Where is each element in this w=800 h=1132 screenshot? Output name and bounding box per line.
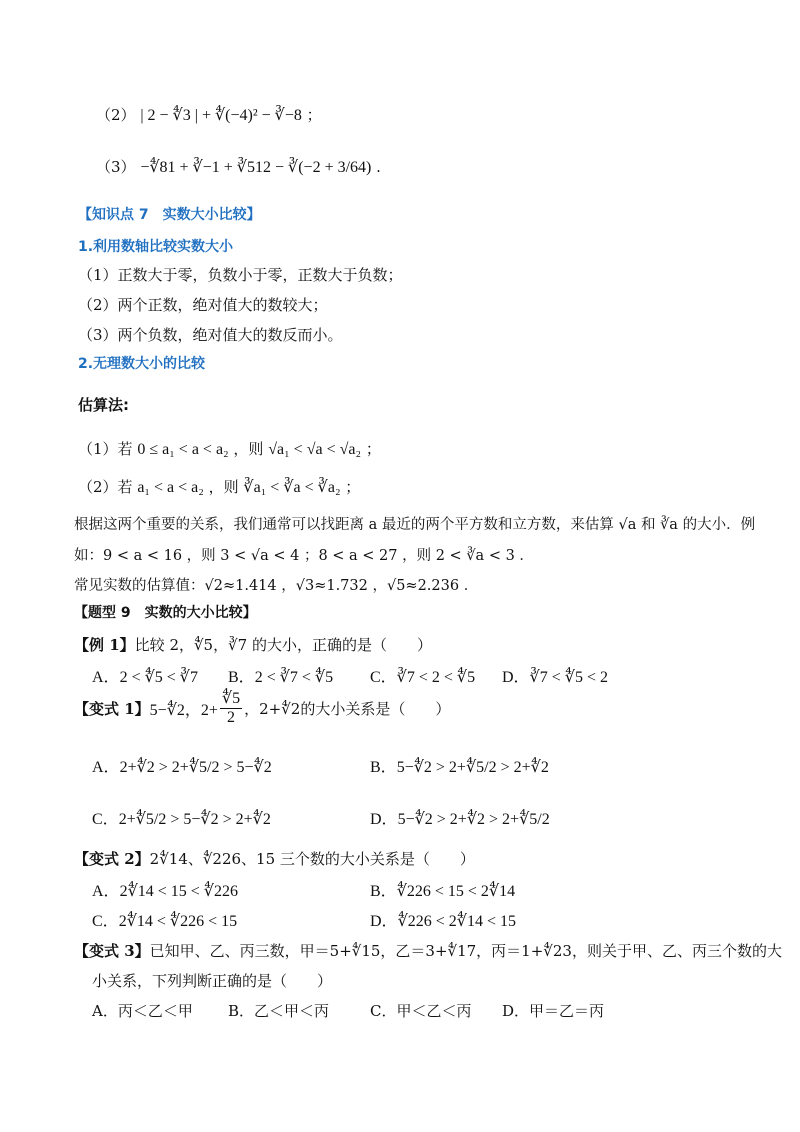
variant-1-frac-den: 2: [227, 709, 236, 726]
option-label: A．: [92, 1002, 118, 1020]
variant-1-fraction: [220, 690, 242, 727]
variant-3-question-line-2: 小关系，下列判断正确的是（ ）: [92, 972, 333, 990]
variant-2-option-c[interactable]: [92, 908, 237, 931]
example-1-option-d[interactable]: [502, 664, 608, 687]
variant-2-tag: 【变式 2】: [74, 850, 150, 868]
variant-1-tag: 【变式 1】: [74, 700, 150, 718]
estimate-2-then: ，则: [208, 478, 239, 496]
option-text: 丙＜乙＜甲: [117, 1002, 193, 1020]
option-label: B．: [228, 1002, 255, 1020]
option-label: C．: [370, 1002, 397, 1020]
variant-2-question: [74, 848, 475, 869]
option-text: 乙＜甲＜丙: [254, 1002, 330, 1020]
exercise-3-end: .: [376, 158, 381, 176]
variant-2-option-b[interactable]: [370, 878, 515, 901]
option-label: D．: [502, 1002, 530, 1020]
rule-1: （1）正数大于零，负数小于零，正数大于负数；: [78, 266, 403, 284]
option-label: C．: [92, 913, 119, 930]
variant-3-text-line-1: 已知甲、乙、丙三数，甲＝5+∜15，乙＝3+∜17，丙＝1+∜23，则关于甲、乙、丙三个数的大: [149, 942, 782, 960]
estimate-rule-2: [78, 476, 360, 497]
variant-1-question: [74, 690, 450, 727]
example-1-option-c[interactable]: [370, 664, 475, 687]
option-text: 2 < ∜5 < ∛7: [119, 669, 198, 686]
option-label: A．: [92, 759, 120, 776]
example-1-option-a[interactable]: [92, 664, 198, 687]
exercise-line-2: [96, 104, 322, 125]
exercise-3-expression: −∜81 + ∛−1 + ∛512 − ∛(−2 + 3/64): [140, 159, 372, 176]
estimate-2-condition: a₁ < a < a₂: [137, 479, 204, 496]
example-1-text: 比较 2，∜5，∛7 的大小，正确的是（ ）: [134, 636, 432, 654]
option-text: ∜226 < 15 < 2∜14: [396, 883, 516, 900]
estimate-2-result: ∛a₁ < ∛a < ∛a₂: [243, 479, 341, 496]
knowledge-subheading-2: 2.无理数大小的比较: [78, 356, 206, 372]
option-text: 2∜14 < ∜226 < 15: [118, 913, 238, 930]
example-1-tag: 【例 1】: [74, 636, 135, 654]
estimate-rule-1: [78, 438, 381, 459]
variant-3-option-d[interactable]: [502, 1000, 604, 1021]
topic-heading: 【题型 9 实数的大小比较】: [74, 605, 257, 621]
estimate-title: 估算法:: [78, 396, 129, 414]
exercise-2-label: （2）: [96, 106, 136, 124]
variant-1-option-a[interactable]: [92, 754, 272, 777]
estimate-1-then: ，则: [233, 440, 264, 458]
knowledge-heading: 【知识点 7 实数大小比较】: [78, 207, 261, 223]
knowledge-subheading-1: 1.利用数轴比较实数大小: [78, 239, 234, 255]
option-text: 2+∜2 > 2+∜5/2 > 5−∜2: [119, 759, 272, 776]
estimate-2-label: （2）若: [78, 478, 133, 496]
exercise-3-label: （3）: [96, 158, 136, 176]
rule-3: （3）两个负数，绝对值大的数反而小。: [78, 326, 343, 344]
option-label: D．: [370, 811, 398, 828]
option-text: ∛7 < 2 < ∜5: [396, 669, 476, 686]
estimate-1-result: √a₁ < √a < √a₂: [268, 441, 362, 458]
estimate-1-condition: 0 ≤ a₁ < a < a₂: [137, 441, 229, 458]
example-1-question: [74, 634, 432, 655]
estimate-1-label: （1）若: [78, 440, 133, 458]
paragraph-line-2: 如：9 < a < 16 ，则 3 < √a < 4 ；8 < a < 27 ，则 2 < ∛a < 3 ．: [74, 548, 534, 564]
option-text: ∜226 < 2∜14 < 15: [397, 913, 516, 930]
option-text: 甲＜乙＜丙: [396, 1002, 472, 1020]
variant-1-option-d[interactable]: [370, 806, 550, 829]
option-label: B．: [228, 669, 255, 686]
variant-2-text: 2∜14、∜226、15 三个数的大小关系是（ ）: [149, 850, 475, 868]
variant-1-frac-num: ∜5: [221, 690, 241, 707]
paragraph-line-1: 根据这两个重要的关系，我们通常可以找距离 a 最近的两个平方数和立方数，来估算 √a 和 ∛a 的大小．例: [74, 517, 756, 533]
variant-1-option-c[interactable]: [92, 806, 271, 829]
option-label: C．: [92, 811, 119, 828]
paragraph-line-3: 常见实数的估算值：√2≈1.414 ，√3≈1.732 ，√5≈2.236 ．: [74, 578, 479, 594]
rule-2: （2）两个正数，绝对值大的数较大；: [78, 296, 328, 314]
option-label: B．: [370, 883, 397, 900]
option-text: 2+∜5/2 > 5−∜2 > 2+∜2: [118, 811, 271, 828]
exercise-2-expression: | 2 − ∜3 | + ∜(−4)² − ∛−8: [140, 107, 302, 124]
variant-1-post: ，2+∜2的大小关系是（ ）: [244, 700, 451, 718]
option-label: D．: [370, 913, 398, 930]
option-text: 2 < ∛7 < ∜5: [254, 669, 334, 686]
exercise-line-3: [96, 156, 381, 177]
variant-3-option-b[interactable]: [228, 1000, 329, 1021]
example-1-option-b[interactable]: [228, 664, 333, 687]
option-label: B．: [370, 759, 397, 776]
option-label: A．: [92, 669, 120, 686]
variant-2-option-a[interactable]: [92, 878, 238, 901]
option-text: 甲＝乙＝丙: [529, 1002, 605, 1020]
variant-1-option-b[interactable]: [370, 754, 549, 777]
option-text: 5−∜2 > 2+∜5/2 > 2+∜2: [396, 759, 549, 776]
variant-3-question: [74, 940, 782, 961]
variant-3-option-c[interactable]: [370, 1000, 472, 1021]
variant-3-option-a[interactable]: [92, 1000, 193, 1021]
estimate-2-end: ；: [345, 478, 361, 496]
option-label: C．: [370, 669, 397, 686]
option-label: A．: [92, 883, 120, 900]
exercise-2-end: ；: [306, 106, 322, 124]
option-text: ∛7 < ∜5 < 2: [529, 669, 608, 686]
estimate-1-end: ；: [365, 440, 381, 458]
variant-3-tag: 【变式 3】: [74, 942, 150, 960]
variant-1-pre: 5−∜2，2+: [149, 702, 218, 719]
option-label: D．: [502, 669, 530, 686]
option-text: 2∜14 < 15 < ∜226: [119, 883, 238, 900]
option-text: 5−∜2 > 2+∜2 > 2+∜5/2: [397, 811, 550, 828]
variant-2-option-d[interactable]: [370, 908, 516, 931]
